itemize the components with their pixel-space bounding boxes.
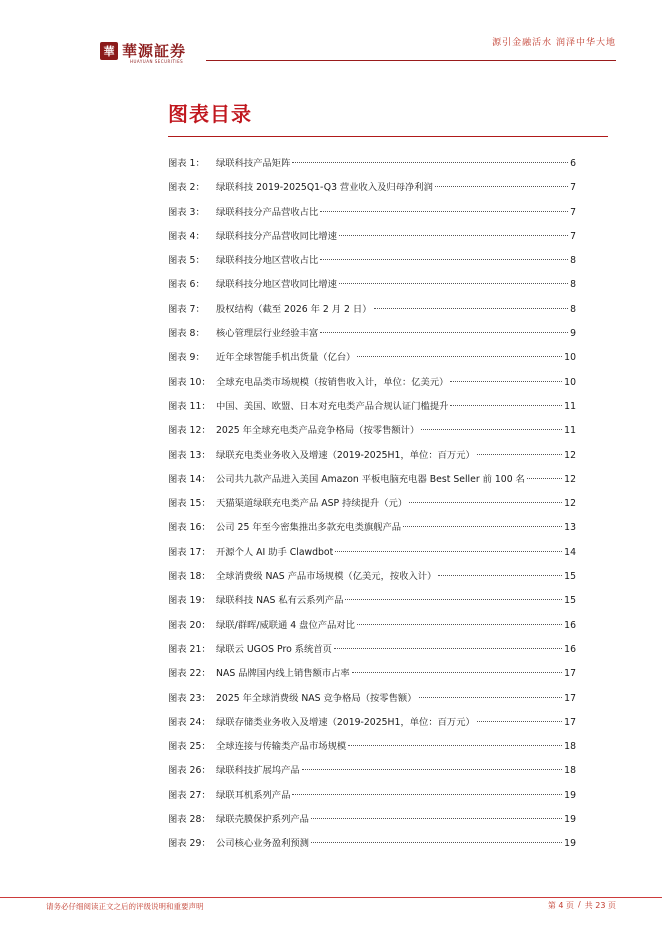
toc-entry[interactable] <box>168 225 576 249</box>
toc-entry-page: 12 <box>564 449 576 461</box>
toc-leader-dots <box>357 624 562 625</box>
toc-entry-label: 图表 12： <box>168 425 211 437</box>
toc-leader-dots <box>311 842 562 843</box>
toc-entry-label: 图表 10： <box>168 376 211 388</box>
toc-entry-title: 绿联科技 2019-2025Q1-Q3 营业收入及归母净利润 <box>216 182 433 194</box>
toc-entry-page: 12 <box>564 473 576 485</box>
toc-entry-label: 图表 8： <box>168 328 205 340</box>
toc-leader-dots <box>357 356 562 357</box>
page-separator: / <box>578 900 581 909</box>
toc-leader-dots <box>292 794 562 795</box>
toc-leader-dots <box>477 721 562 722</box>
footer-page-number <box>548 900 616 911</box>
toc-entry-page: 17 <box>564 692 576 704</box>
toc-entry-label: 图表 23： <box>168 692 211 704</box>
toc-entry-page: 19 <box>564 814 576 826</box>
toc-leader-dots <box>352 672 562 673</box>
toc-entry[interactable] <box>168 419 576 443</box>
toc-entry-title: 近年全球智能手机出货量（亿台） <box>216 352 356 364</box>
toc-entry-label: 图表 25： <box>168 741 211 753</box>
toc-entry-label: 图表 22： <box>168 668 211 680</box>
title-divider <box>168 136 608 137</box>
toc-entry-page: 17 <box>564 668 576 680</box>
toc-entry-title: 核心管理层行业经验丰富 <box>216 328 319 340</box>
toc-entry-label: 图表 11： <box>168 400 211 412</box>
toc-entry[interactable] <box>168 273 576 297</box>
toc-leader-dots <box>403 526 562 527</box>
toc-entry[interactable] <box>168 444 576 468</box>
toc-entry-label: 图表 4： <box>168 230 205 242</box>
toc-entry[interactable] <box>168 371 576 395</box>
toc-entry-page: 10 <box>564 352 576 364</box>
toc-entry[interactable] <box>168 784 576 808</box>
toc-entry-page: 17 <box>564 716 576 728</box>
toc-entry-page: 7 <box>570 206 576 218</box>
toc-entry-label: 图表 15： <box>168 498 211 510</box>
toc-leader-dots <box>409 502 562 503</box>
toc-entry-label: 图表 1： <box>168 158 205 169</box>
toc-entry-title: 绿联科技扩展坞产品 <box>216 765 300 777</box>
toc-leader-dots <box>477 454 562 455</box>
toc-entry[interactable] <box>168 152 576 176</box>
toc-entry-page: 19 <box>564 838 576 850</box>
page-current: 第 4 页 <box>547 901 575 910</box>
toc-entry-label: 图表 28： <box>168 814 211 826</box>
toc-entry[interactable] <box>168 298 576 322</box>
header-divider <box>206 60 616 61</box>
toc-entry-title: 绿联耳机系列产品 <box>216 789 291 801</box>
toc-leader-dots <box>421 429 562 430</box>
toc-entry-label: 图表 26： <box>168 765 211 777</box>
footer-divider <box>0 897 662 898</box>
toc-entry[interactable] <box>168 638 576 662</box>
toc-entry-label: 图表 19： <box>168 595 211 607</box>
toc-leader-dots <box>435 186 568 187</box>
toc-leader-dots <box>527 478 562 479</box>
toc-entry-title: 绿联云 UGOS Pro 系统首页 <box>216 643 332 655</box>
toc-entry-label: 图表 3： <box>168 206 205 218</box>
toc-entry-title: 公司共九款产品进入美国 Amazon 平板电脑充电器 Best Seller 前 100 名 <box>216 473 525 485</box>
toc-entry-page: 18 <box>564 741 576 753</box>
toc-leader-dots <box>339 283 568 284</box>
toc-entry-label: 图表 6： <box>168 279 205 291</box>
toc-entry-title: 绿联科技分地区营收同比增速 <box>216 279 337 291</box>
toc-entry[interactable] <box>168 808 576 832</box>
toc-entry[interactable] <box>168 395 576 419</box>
toc-entry-title: 全球连接与传输类产品市场规模 <box>216 741 347 753</box>
toc-entry-label: 图表 24： <box>168 716 211 728</box>
toc-entry-title: 绿联科技分产品营收同比增速 <box>216 230 337 242</box>
toc-entry-label: 图表 20： <box>168 619 211 631</box>
toc-leader-dots <box>292 162 568 163</box>
toc-entry[interactable] <box>168 346 576 370</box>
toc-entry-page: 15 <box>564 571 576 583</box>
toc-entry-title: 2025 年全球充电类产品竞争格局（按零售额计） <box>216 425 420 437</box>
page-total: 共 23 页 <box>584 901 616 910</box>
toc-entry-page: 10 <box>564 376 576 388</box>
toc-entry-title: 绿联/群晖/威联通 4 盘位产品对比 <box>216 619 355 631</box>
toc-entry-page: 8 <box>570 303 576 315</box>
toc-entry-label: 图表 5： <box>168 255 205 267</box>
toc-entry-title: 开源个人 AI 助手 Clawdbot <box>216 546 334 558</box>
toc-entry[interactable] <box>168 541 576 565</box>
logo-english-name: HUAYUAN SECURITIES <box>130 59 184 64</box>
toc-entry-page: 11 <box>564 400 576 412</box>
toc-entry-title: 绿联科技分产品营收占比 <box>216 206 319 218</box>
toc-entry-page: 9 <box>570 328 576 340</box>
toc-entry-page: 15 <box>564 595 576 607</box>
toc-entry-label: 图表 18： <box>168 571 211 583</box>
toc-leader-dots <box>438 575 562 576</box>
toc-entry[interactable] <box>168 565 576 589</box>
toc-entry-label: 图表 27： <box>168 789 211 801</box>
toc-entry-page: 12 <box>564 498 576 510</box>
toc-entry-page: 8 <box>570 279 576 291</box>
footer-disclaimer: 请务必仔细阅读正文之后的评级说明和重要声明 <box>46 902 204 911</box>
toc-entry-title: 公司核心业务盈利预测 <box>216 838 309 850</box>
toc-entry-page: 8 <box>570 255 576 267</box>
toc-leader-dots <box>320 211 568 212</box>
toc-leader-dots <box>348 745 562 746</box>
toc-entry-label: 图表 21： <box>168 643 211 655</box>
toc-leader-dots <box>311 818 562 819</box>
page-header <box>0 0 662 70</box>
toc-entry[interactable] <box>168 249 576 273</box>
toc-leader-dots <box>450 381 562 382</box>
toc-entry-title: 绿联壳膜保护系列产品 <box>216 814 309 826</box>
toc-entry-title: 股权结构（截至 2026 年 2 月 2 日） <box>216 303 372 315</box>
toc-entry-page: 6 <box>570 158 576 169</box>
logo-name: 華源証券 <box>122 42 187 60</box>
toc-entry[interactable] <box>168 832 576 856</box>
toc-entry[interactable] <box>168 735 576 759</box>
toc-leader-dots <box>320 259 568 260</box>
toc-entry[interactable] <box>168 492 576 516</box>
toc-entry-page: 18 <box>564 765 576 777</box>
toc-entry-label: 图表 29： <box>168 838 211 850</box>
toc-entry-label: 图表 9： <box>168 352 205 364</box>
toc-leader-dots <box>419 697 563 698</box>
toc-entry-title: NAS 品牌国内线上销售额市占率 <box>216 668 350 680</box>
toc-entry[interactable] <box>168 662 576 686</box>
toc-entry-title: 公司 25 年至今密集推出多款充电类旗舰产品 <box>216 522 402 534</box>
page-title: 图表目录 <box>168 102 252 126</box>
figure-index-list <box>168 152 576 857</box>
toc-entry[interactable] <box>168 322 576 346</box>
toc-entry-label: 图表 16： <box>168 522 211 534</box>
toc-entry[interactable] <box>168 687 576 711</box>
toc-entry-title: 绿联充电类业务收入及增速（2019-2025H1，单位：百万元） <box>216 449 475 461</box>
toc-entry[interactable] <box>168 201 576 225</box>
toc-leader-dots <box>374 308 569 309</box>
toc-entry-label: 图表 17： <box>168 546 211 558</box>
toc-leader-dots <box>450 405 562 406</box>
toc-entry-title: 天猫渠道绿联充电类产品 ASP 持续提升（元） <box>216 498 408 510</box>
toc-leader-dots <box>334 648 562 649</box>
toc-entry-title: 全球充电品类市场规模（按销售收入计，单位：亿美元） <box>216 376 449 388</box>
toc-entry-page: 16 <box>564 619 576 631</box>
toc-entry-label: 图表 2： <box>168 182 205 194</box>
toc-entry-title: 中国、美国、欧盟、日本对充电类产品合规认证门槛提升 <box>216 400 449 412</box>
toc-entry[interactable] <box>168 711 576 735</box>
toc-leader-dots <box>345 599 562 600</box>
logo-seal-icon: 華 <box>100 42 118 60</box>
toc-entry-label: 图表 13： <box>168 449 211 461</box>
toc-entry-page: 7 <box>570 230 576 242</box>
toc-entry-title: 绿联存储类业务收入及增速（2019-2025H1，单位：百万元） <box>216 716 475 728</box>
toc-entry-label: 图表 7： <box>168 303 205 315</box>
toc-entry-page: 11 <box>564 425 576 437</box>
toc-leader-dots <box>339 235 568 236</box>
toc-entry-page: 13 <box>564 522 576 534</box>
toc-entry-page: 14 <box>564 546 576 558</box>
toc-entry[interactable] <box>168 614 576 638</box>
toc-leader-dots <box>335 551 562 552</box>
toc-entry-title: 绿联科技 NAS 私有云系列产品 <box>216 595 344 607</box>
toc-leader-dots <box>320 332 568 333</box>
toc-entry[interactable] <box>168 759 576 783</box>
toc-entry-page: 19 <box>564 789 576 801</box>
toc-entry[interactable] <box>168 176 576 200</box>
toc-leader-dots <box>302 769 562 770</box>
toc-entry[interactable] <box>168 516 576 540</box>
toc-entry-title: 2025 年全球消费级 NAS 竞争格局（按零售额） <box>216 692 417 704</box>
toc-entry-title: 全球消费级 NAS 产品市场规模（亿美元，按收入计） <box>216 571 437 583</box>
toc-entry[interactable] <box>168 468 576 492</box>
toc-entry-page: 16 <box>564 643 576 655</box>
header-slogan: 源引金融活水 润泽中华大地 <box>492 38 616 48</box>
toc-entry-page: 7 <box>570 182 576 194</box>
toc-entry[interactable] <box>168 589 576 613</box>
toc-entry-title: 绿联科技分地区营收占比 <box>216 255 319 267</box>
toc-entry-label: 图表 14： <box>168 473 211 485</box>
toc-entry-title: 绿联科技产品矩阵 <box>216 158 291 169</box>
